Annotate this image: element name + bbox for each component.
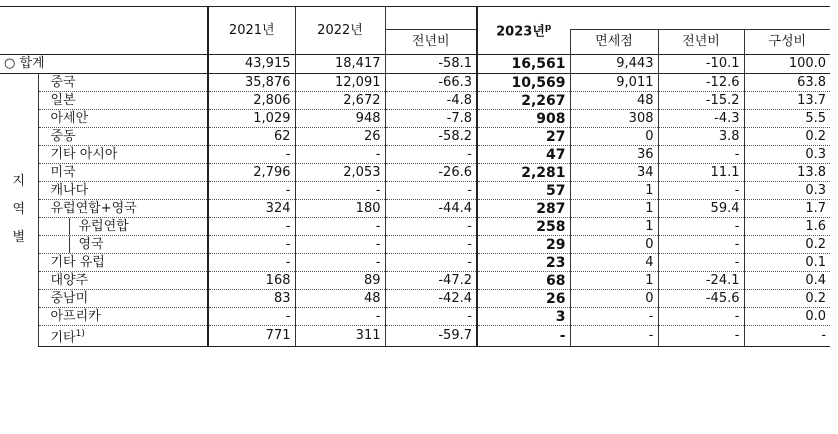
header-yoy-spacer bbox=[385, 7, 477, 30]
cell-2023: 908 bbox=[477, 110, 570, 128]
table-row bbox=[0, 236, 830, 254]
cell-2021: 168 bbox=[208, 272, 295, 290]
row-label-text: 중동 bbox=[50, 128, 76, 144]
cell-dutyfree: 48 bbox=[570, 92, 658, 110]
cell-2021: - bbox=[208, 254, 295, 272]
header-2023-group-spacer bbox=[570, 7, 830, 30]
cell-yoy2: - bbox=[658, 218, 744, 236]
cell-2022: 18,417 bbox=[295, 55, 385, 74]
cell-yoy: -59.7 bbox=[385, 326, 477, 347]
cell-yoy2: - bbox=[658, 254, 744, 272]
cell-dutyfree: 0 bbox=[570, 290, 658, 308]
cell-2022: 2,053 bbox=[295, 164, 385, 182]
header-2022: 2022년 bbox=[295, 7, 385, 55]
table-row bbox=[0, 92, 830, 110]
row-label-text: 유럽연합+영국 bbox=[50, 200, 137, 216]
cell-2022: 89 bbox=[295, 272, 385, 290]
row-label-text: 대양주 bbox=[50, 272, 89, 288]
cell-2022: - bbox=[295, 254, 385, 272]
row-label bbox=[38, 182, 208, 200]
table-row bbox=[0, 146, 830, 164]
cell-yoy: -47.2 bbox=[385, 272, 477, 290]
cell-yoy2: - bbox=[658, 308, 744, 326]
cell-share: 0.3 bbox=[744, 182, 830, 200]
row-label-text: 기타 유럽 bbox=[50, 254, 105, 270]
cell-2021: 43,915 bbox=[208, 55, 295, 74]
row-label-text: 캐나다 bbox=[50, 182, 89, 198]
cell-2021: 2,806 bbox=[208, 92, 295, 110]
cell-yoy: - bbox=[385, 236, 477, 254]
cell-share: 1.6 bbox=[744, 218, 830, 236]
cell-share: 13.8 bbox=[744, 164, 830, 182]
cell-yoy2: - bbox=[658, 182, 744, 200]
row-label-text: 일본 bbox=[50, 92, 76, 108]
cell-yoy: - bbox=[385, 182, 477, 200]
cell-yoy: -58.2 bbox=[385, 128, 477, 146]
row-label-text: 기타 bbox=[50, 330, 76, 346]
cell-dutyfree: 9,443 bbox=[570, 55, 658, 74]
cell-2023: 3 bbox=[477, 308, 570, 326]
cell-yoy2: - bbox=[658, 146, 744, 164]
cell-yoy: -58.1 bbox=[385, 55, 477, 74]
total-label: ○ 합계 bbox=[0, 55, 208, 74]
header-corner bbox=[0, 7, 208, 55]
row-label-text: 중남미 bbox=[50, 290, 89, 306]
cell-share: 1.7 bbox=[744, 200, 830, 218]
cell-yoy2: - bbox=[658, 236, 744, 254]
cell-2023: 57 bbox=[477, 182, 570, 200]
header-2023: 2023년$^p$ bbox=[477, 7, 570, 55]
cell-2021: 2,796 bbox=[208, 164, 295, 182]
cell-dutyfree: 9,011 bbox=[570, 74, 658, 92]
region-label-char: 지 bbox=[12, 174, 26, 190]
cell-yoy2: -45.6 bbox=[658, 290, 744, 308]
row-label bbox=[38, 74, 208, 92]
cell-yoy2: 3.8 bbox=[658, 128, 744, 146]
header-yoy2: 전년비 bbox=[658, 30, 744, 55]
table-row bbox=[0, 164, 830, 182]
table-row bbox=[0, 218, 830, 236]
cell-2023: 23 bbox=[477, 254, 570, 272]
cell-dutyfree: 308 bbox=[570, 110, 658, 128]
table-row bbox=[0, 290, 830, 308]
header-row-top bbox=[0, 7, 830, 30]
table-row bbox=[0, 128, 830, 146]
table-row-total bbox=[0, 55, 830, 74]
row-label-text: 아세안 bbox=[50, 110, 89, 126]
header-dutyfree: 면세점 bbox=[570, 30, 658, 55]
cell-yoy2: -24.1 bbox=[658, 272, 744, 290]
cell-2022: 948 bbox=[295, 110, 385, 128]
row-label bbox=[38, 290, 208, 308]
cell-2021: - bbox=[208, 218, 295, 236]
row-label bbox=[38, 128, 208, 146]
cell-share: 100.0 bbox=[744, 55, 830, 74]
header-share: 구성비 bbox=[744, 30, 830, 55]
cell-dutyfree: 1 bbox=[570, 272, 658, 290]
row-label bbox=[38, 254, 208, 272]
table-row bbox=[0, 74, 830, 92]
cell-2022: - bbox=[295, 182, 385, 200]
table-row bbox=[0, 182, 830, 200]
cell-share: 0.4 bbox=[744, 272, 830, 290]
cell-2022: 48 bbox=[295, 290, 385, 308]
row-label-text: 중국 bbox=[50, 74, 76, 90]
cell-2022: 26 bbox=[295, 128, 385, 146]
cell-2021: - bbox=[208, 308, 295, 326]
row-label bbox=[38, 326, 208, 347]
export-by-region-table bbox=[0, 6, 830, 347]
row-label-text: 아프리카 bbox=[50, 308, 101, 324]
cell-share: 13.7 bbox=[744, 92, 830, 110]
row-label-text: 기타 아시아 bbox=[50, 146, 118, 162]
cell-yoy2: -15.2 bbox=[658, 92, 744, 110]
cell-share: 5.5 bbox=[744, 110, 830, 128]
cell-share: 63.8 bbox=[744, 74, 830, 92]
cell-2021: 324 bbox=[208, 200, 295, 218]
table-row bbox=[0, 272, 830, 290]
cell-yoy2: - bbox=[658, 326, 744, 347]
cell-yoy: -44.4 bbox=[385, 200, 477, 218]
cell-share: 0.2 bbox=[744, 128, 830, 146]
cell-yoy: - bbox=[385, 308, 477, 326]
cell-2021: 35,876 bbox=[208, 74, 295, 92]
table-row bbox=[0, 308, 830, 326]
cell-2022: - bbox=[295, 236, 385, 254]
cell-2021: 1,029 bbox=[208, 110, 295, 128]
cell-2022: 12,091 bbox=[295, 74, 385, 92]
cell-yoy: -7.8 bbox=[385, 110, 477, 128]
cell-2023: 16,561 bbox=[477, 55, 570, 74]
cell-2022: - bbox=[295, 308, 385, 326]
cell-dutyfree: 1 bbox=[570, 182, 658, 200]
row-label-text: 영국 bbox=[78, 236, 104, 252]
cell-yoy: -26.6 bbox=[385, 164, 477, 182]
table-row bbox=[0, 254, 830, 272]
cell-yoy: -4.8 bbox=[385, 92, 477, 110]
cell-share: 0.2 bbox=[744, 290, 830, 308]
table-row bbox=[0, 326, 830, 347]
cell-2021: 83 bbox=[208, 290, 295, 308]
row-label bbox=[38, 146, 208, 164]
cell-2023: 27 bbox=[477, 128, 570, 146]
cell-yoy2: -10.1 bbox=[658, 55, 744, 74]
cell-2021: 62 bbox=[208, 128, 295, 146]
cell-2022: - bbox=[295, 146, 385, 164]
cell-2023: 47 bbox=[477, 146, 570, 164]
cell-yoy2: 11.1 bbox=[658, 164, 744, 182]
region-group-label bbox=[0, 74, 38, 347]
table-row bbox=[0, 200, 830, 218]
cell-yoy2: -12.6 bbox=[658, 74, 744, 92]
header-yoy: 전년비 bbox=[385, 30, 477, 55]
cell-2023: 287 bbox=[477, 200, 570, 218]
cell-yoy: -42.4 bbox=[385, 290, 477, 308]
row-label bbox=[38, 200, 208, 218]
cell-2022: 311 bbox=[295, 326, 385, 347]
cell-2023: 2,281 bbox=[477, 164, 570, 182]
cell-dutyfree: - bbox=[570, 326, 658, 347]
cell-dutyfree: 1 bbox=[570, 200, 658, 218]
cell-2021: - bbox=[208, 146, 295, 164]
cell-2023: 29 bbox=[477, 236, 570, 254]
region-label-char: 별 bbox=[12, 230, 26, 246]
cell-2021: - bbox=[208, 182, 295, 200]
cell-yoy2: -4.3 bbox=[658, 110, 744, 128]
cell-yoy: -66.3 bbox=[385, 74, 477, 92]
cell-2021: - bbox=[208, 236, 295, 254]
cell-2023: 26 bbox=[477, 290, 570, 308]
cell-dutyfree: 1 bbox=[570, 218, 658, 236]
header-2021: 2021년 bbox=[208, 7, 295, 55]
row-label-text: 미국 bbox=[50, 164, 76, 180]
row-label bbox=[38, 164, 208, 182]
cell-share: - bbox=[744, 326, 830, 347]
cell-2023: 10,569 bbox=[477, 74, 570, 92]
cell-dutyfree: - bbox=[570, 308, 658, 326]
cell-2022: 180 bbox=[295, 200, 385, 218]
table-row bbox=[0, 110, 830, 128]
cell-yoy2: 59.4 bbox=[658, 200, 744, 218]
cell-yoy: - bbox=[385, 218, 477, 236]
row-label bbox=[38, 308, 208, 326]
row-label bbox=[38, 236, 208, 254]
cell-yoy: - bbox=[385, 254, 477, 272]
row-label bbox=[38, 218, 208, 236]
row-label-text: 유럽연합 bbox=[78, 218, 129, 234]
row-label bbox=[38, 110, 208, 128]
row-label bbox=[38, 272, 208, 290]
row-label bbox=[38, 92, 208, 110]
cell-dutyfree: 0 bbox=[570, 236, 658, 254]
cell-dutyfree: 0 bbox=[570, 128, 658, 146]
cell-yoy: - bbox=[385, 146, 477, 164]
cell-dutyfree: 36 bbox=[570, 146, 658, 164]
cell-2023: - bbox=[477, 326, 570, 347]
cell-share: 0.0 bbox=[744, 308, 830, 326]
cell-share: 0.2 bbox=[744, 236, 830, 254]
cell-2021: 771 bbox=[208, 326, 295, 347]
cell-share: 0.1 bbox=[744, 254, 830, 272]
cell-2023: 2,267 bbox=[477, 92, 570, 110]
cell-dutyfree: 34 bbox=[570, 164, 658, 182]
cell-dutyfree: 4 bbox=[570, 254, 658, 272]
region-label-char: 역 bbox=[12, 202, 26, 218]
cell-2023: 258 bbox=[477, 218, 570, 236]
cell-share: 0.3 bbox=[744, 146, 830, 164]
cell-2022: 2,672 bbox=[295, 92, 385, 110]
row-label-footnote-mark: 1) bbox=[75, 329, 85, 339]
cell-2023: 68 bbox=[477, 272, 570, 290]
cell-2022: - bbox=[295, 218, 385, 236]
